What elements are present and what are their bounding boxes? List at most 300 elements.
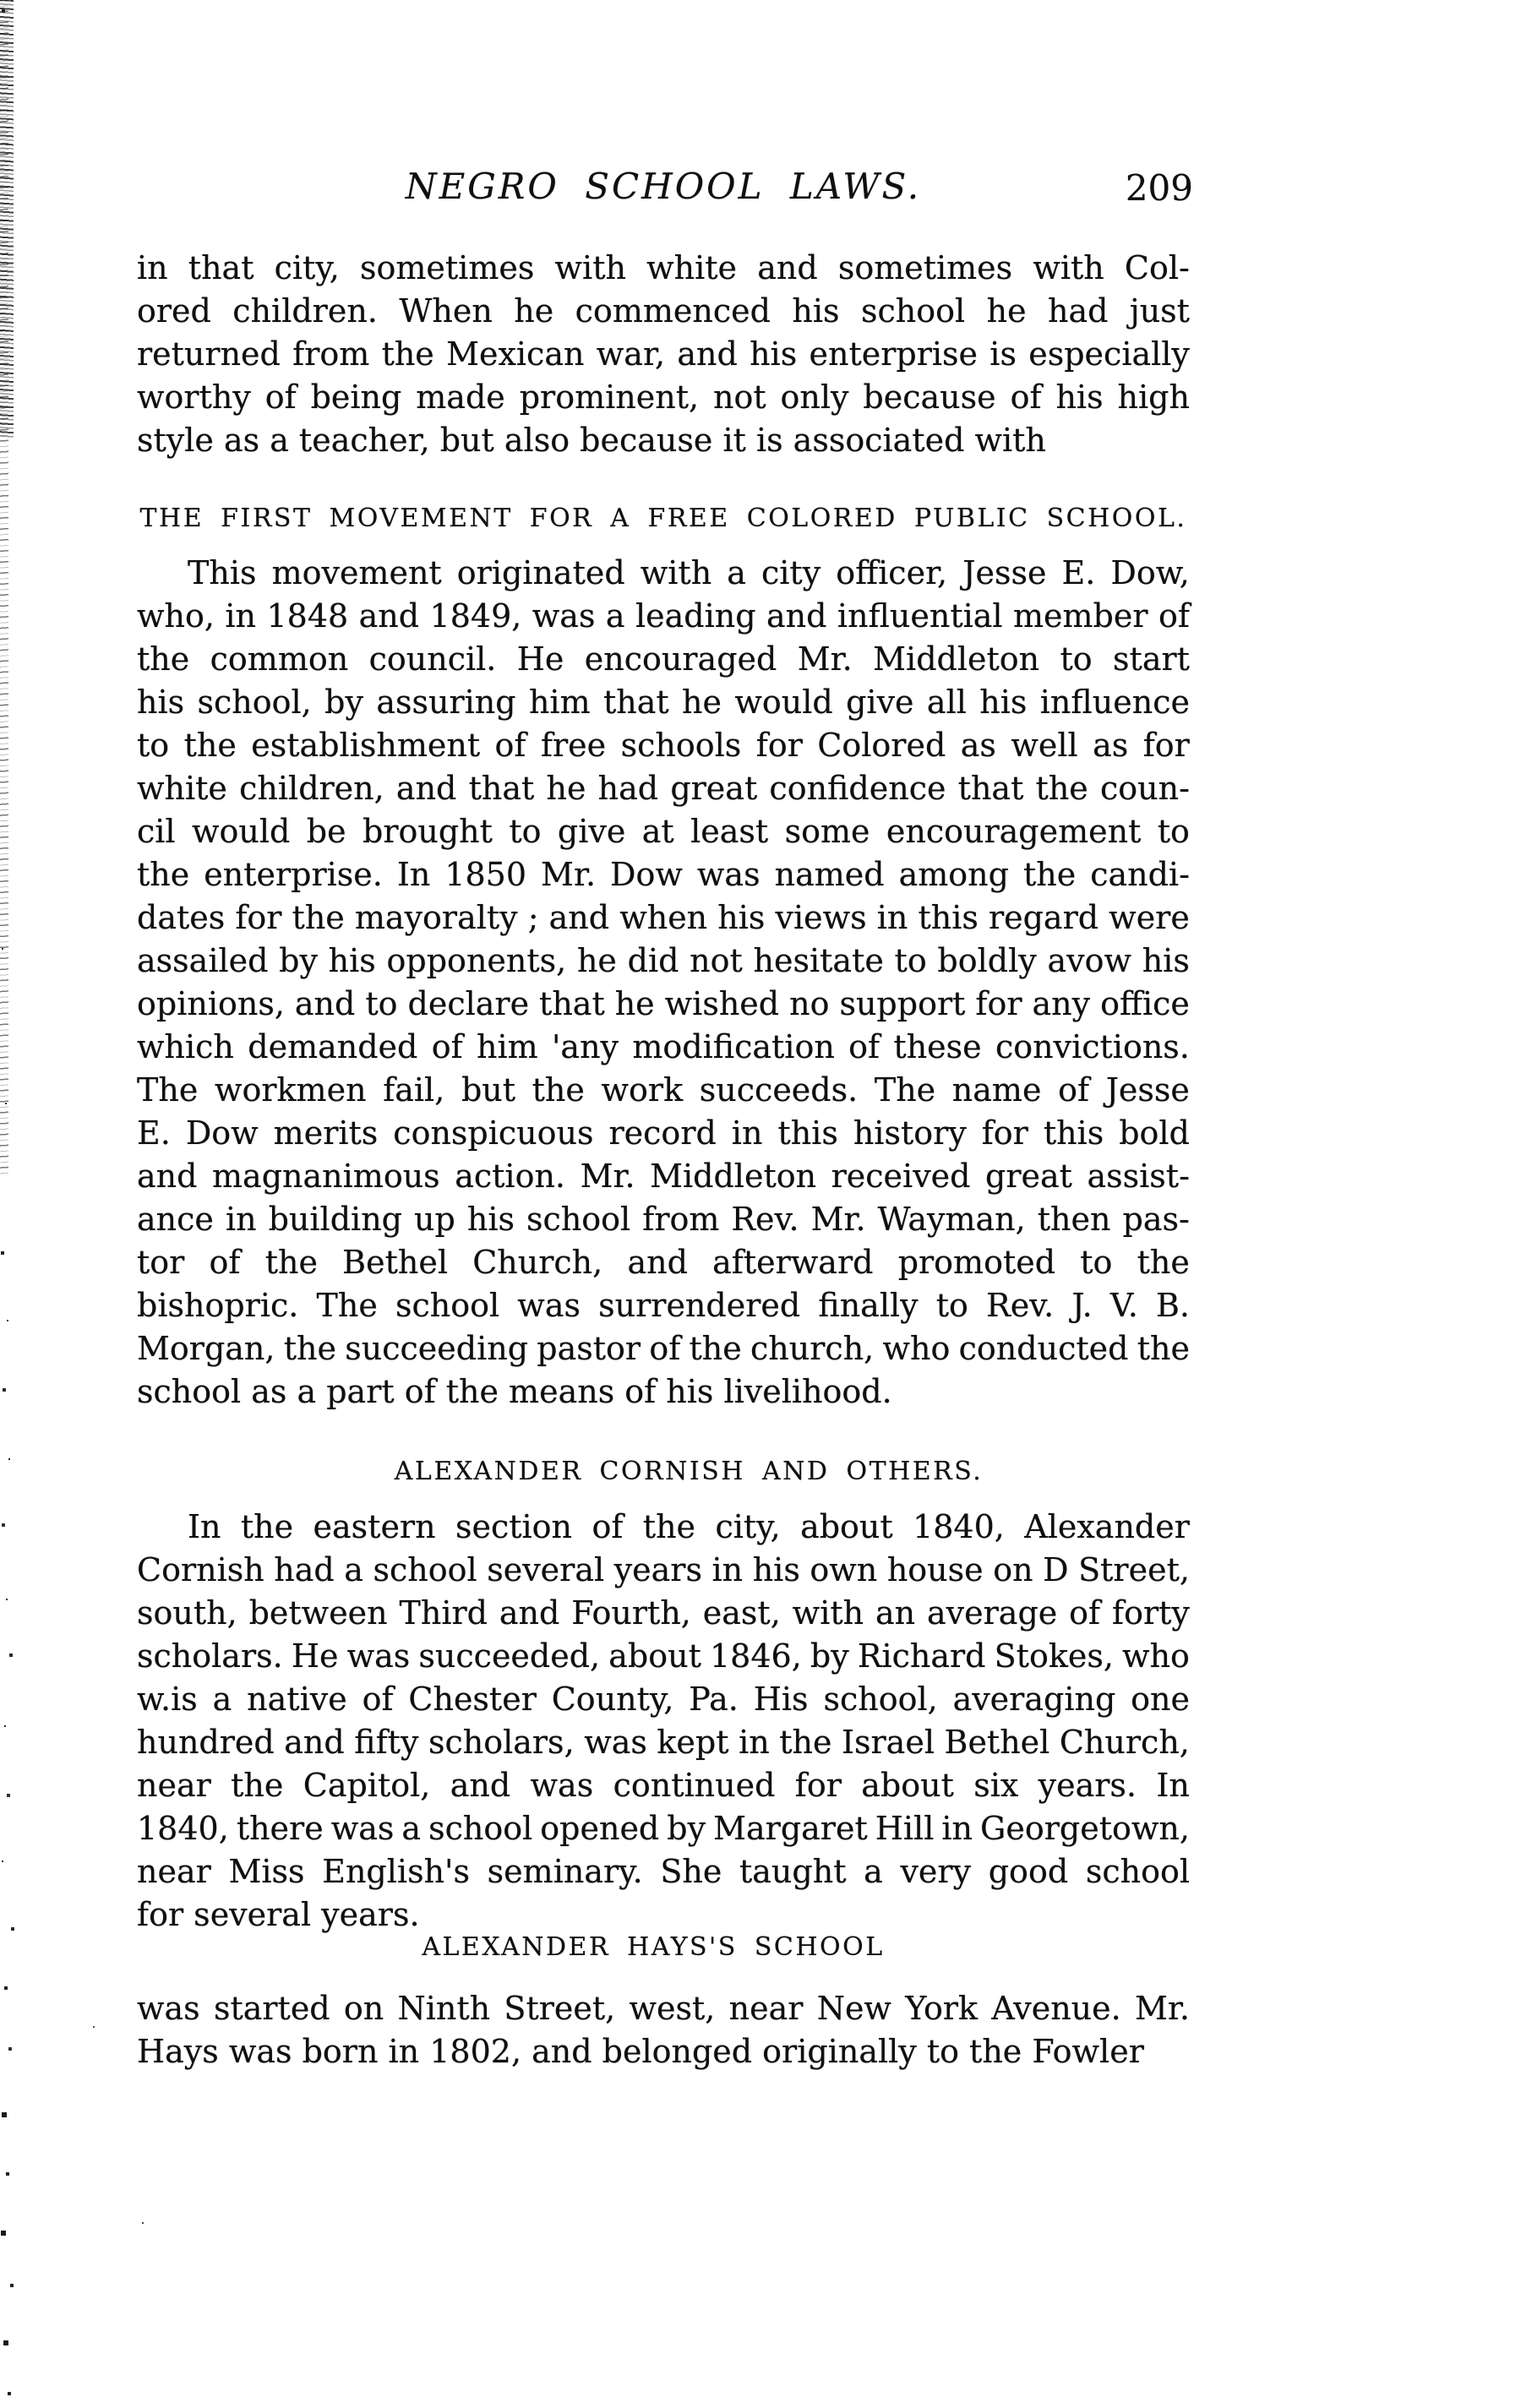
word: school bbox=[373, 1551, 477, 1588]
word: he bbox=[514, 292, 554, 330]
word: opponents, bbox=[386, 942, 567, 979]
word: as bbox=[960, 727, 996, 764]
text-line bbox=[137, 247, 1190, 290]
word: were bbox=[1109, 899, 1190, 936]
word: as bbox=[1093, 727, 1129, 764]
word: continued bbox=[613, 1767, 776, 1804]
word: school, bbox=[823, 1681, 938, 1718]
word: kept bbox=[657, 1724, 729, 1761]
word: J. bbox=[1071, 1287, 1093, 1324]
word: house bbox=[886, 1551, 984, 1588]
text-line bbox=[137, 595, 1190, 638]
word: ance bbox=[137, 1201, 214, 1238]
word: his bbox=[328, 942, 376, 979]
word: this bbox=[777, 1114, 838, 1152]
word: this bbox=[1043, 1114, 1104, 1152]
word: the bbox=[779, 1724, 832, 1761]
word: and bbox=[284, 1724, 345, 1761]
word: great bbox=[985, 1158, 1072, 1195]
word: his bbox=[137, 684, 185, 721]
word: was bbox=[517, 1287, 581, 1324]
text-line bbox=[137, 1506, 1190, 1549]
word: had bbox=[1048, 292, 1109, 330]
word: he bbox=[614, 985, 655, 1022]
word: eastern bbox=[313, 1508, 436, 1545]
word: w.is bbox=[137, 1681, 198, 1718]
word: D bbox=[1043, 1551, 1069, 1588]
word: pastor bbox=[537, 1330, 641, 1367]
word: He bbox=[291, 1637, 339, 1675]
word: for bbox=[981, 1114, 1028, 1152]
word: was bbox=[137, 1990, 200, 2027]
word: Alexander bbox=[1024, 1508, 1190, 1545]
word: 'any bbox=[551, 1028, 619, 1065]
word: Mexican bbox=[446, 335, 585, 373]
word: finally bbox=[818, 1287, 919, 1324]
word: originated bbox=[456, 554, 625, 591]
word: magnanimous bbox=[212, 1158, 440, 1195]
word: who bbox=[1122, 1637, 1190, 1675]
word: Third bbox=[399, 1594, 488, 1632]
word: and bbox=[395, 770, 457, 807]
word: the bbox=[183, 727, 237, 764]
word: to bbox=[365, 985, 398, 1022]
word: near bbox=[728, 1990, 804, 2027]
word: influential bbox=[837, 597, 1003, 635]
word: city, bbox=[715, 1508, 781, 1545]
word: 1846, bbox=[710, 1637, 802, 1675]
word: convictions. bbox=[995, 1028, 1190, 1065]
word: taught bbox=[739, 1853, 847, 1890]
word: some bbox=[784, 813, 870, 850]
word: city, bbox=[274, 249, 340, 286]
text-line bbox=[137, 1850, 1190, 1893]
word: schools bbox=[620, 727, 742, 764]
word: to bbox=[1060, 640, 1093, 678]
word: views bbox=[775, 899, 867, 936]
word: his bbox=[717, 899, 766, 936]
word: Rev. bbox=[731, 1201, 799, 1238]
word: one bbox=[1131, 1681, 1190, 1718]
word: Cornish bbox=[137, 1551, 264, 1588]
word: on bbox=[343, 1990, 384, 2027]
word: would bbox=[192, 813, 291, 850]
word: of bbox=[209, 1244, 241, 1281]
word: scholars, bbox=[428, 1724, 575, 1761]
word: Richard bbox=[857, 1637, 986, 1675]
word: was bbox=[696, 856, 760, 893]
word: council. bbox=[368, 640, 497, 678]
word: B. bbox=[1155, 1287, 1190, 1324]
word: member bbox=[1013, 597, 1148, 635]
word: hesitate bbox=[753, 942, 884, 979]
word: officer, bbox=[836, 554, 948, 591]
word: average bbox=[927, 1594, 1058, 1632]
word: by bbox=[667, 1810, 706, 1847]
paragraph bbox=[137, 1987, 1190, 2073]
word: sometimes bbox=[360, 249, 535, 286]
word: only bbox=[780, 379, 849, 416]
word: to bbox=[509, 813, 542, 850]
word: common bbox=[210, 640, 349, 678]
word: Jesse bbox=[962, 554, 1047, 591]
word: record bbox=[608, 1114, 717, 1152]
word: very bbox=[900, 1853, 972, 1890]
word: the bbox=[689, 1330, 742, 1367]
word: start bbox=[1113, 640, 1190, 678]
word: section bbox=[455, 1508, 573, 1545]
word: regard bbox=[988, 899, 1099, 936]
word: children, bbox=[239, 770, 384, 807]
word: just bbox=[1129, 292, 1190, 330]
word: give bbox=[557, 813, 626, 850]
word: for bbox=[235, 899, 282, 936]
word: 1849, bbox=[429, 597, 522, 635]
running-header bbox=[137, 166, 1193, 210]
word: in bbox=[941, 1810, 973, 1847]
word: avow bbox=[1047, 942, 1131, 979]
word: his bbox=[466, 1201, 515, 1238]
word: of bbox=[494, 727, 526, 764]
word: declare bbox=[407, 985, 530, 1022]
word: by bbox=[279, 942, 318, 979]
word: boldly bbox=[937, 942, 1037, 979]
word: English's bbox=[322, 1853, 470, 1890]
word: was bbox=[530, 1767, 594, 1804]
text-line bbox=[137, 333, 1190, 376]
text-line bbox=[137, 1807, 1190, 1850]
word: he bbox=[576, 942, 617, 979]
word: and bbox=[450, 1767, 511, 1804]
word: especially bbox=[1028, 335, 1190, 373]
word: name bbox=[951, 1071, 1042, 1109]
word: fail, bbox=[383, 1071, 445, 1109]
text-line bbox=[137, 552, 1190, 595]
word: an bbox=[875, 1594, 916, 1632]
text-line bbox=[137, 1155, 1190, 1198]
word: for bbox=[794, 1767, 842, 1804]
word: his bbox=[1055, 379, 1104, 416]
word: give bbox=[846, 684, 914, 721]
word: Pa. bbox=[689, 1681, 739, 1718]
word: not bbox=[712, 379, 766, 416]
section-heading: ALEXANDER CORNISH AND OTHERS. bbox=[394, 1457, 984, 1486]
word: in bbox=[876, 899, 908, 936]
word: a bbox=[212, 1681, 232, 1718]
text-line bbox=[137, 940, 1190, 983]
word: action. bbox=[455, 1158, 566, 1195]
word: he bbox=[682, 684, 722, 721]
word: Fourth, bbox=[571, 1594, 691, 1632]
word: that bbox=[468, 770, 535, 807]
word: native bbox=[247, 1681, 347, 1718]
text-line bbox=[137, 1112, 1190, 1155]
text-line bbox=[137, 681, 1190, 724]
word: office bbox=[1100, 985, 1190, 1022]
word: the bbox=[642, 1508, 696, 1545]
word: in bbox=[711, 1551, 744, 1588]
word: In bbox=[396, 856, 431, 893]
word: by bbox=[810, 1637, 849, 1675]
word: great bbox=[670, 770, 758, 807]
word: from bbox=[642, 1201, 720, 1238]
word: started bbox=[213, 1990, 330, 2027]
word: no bbox=[789, 985, 830, 1022]
word: brought bbox=[363, 813, 493, 850]
word: because bbox=[863, 379, 996, 416]
word: opinions, bbox=[137, 985, 285, 1022]
word: in bbox=[731, 1114, 763, 1152]
word: conducted bbox=[958, 1330, 1129, 1367]
word: years bbox=[613, 1551, 702, 1588]
word: white bbox=[646, 249, 738, 286]
word: his bbox=[752, 1551, 800, 1588]
word: mayoralty bbox=[354, 899, 518, 936]
word: pas- bbox=[1122, 1201, 1190, 1238]
word: school bbox=[428, 1810, 533, 1847]
word: forty bbox=[1112, 1594, 1190, 1632]
word: named bbox=[774, 856, 885, 893]
text-line: school as a part of the means of his livelihood. bbox=[137, 1373, 892, 1410]
word: on bbox=[993, 1551, 1033, 1588]
word: The bbox=[137, 1071, 199, 1109]
word: school bbox=[395, 1287, 500, 1324]
word: establishment bbox=[251, 727, 481, 764]
word: near bbox=[137, 1853, 211, 1890]
word: at bbox=[641, 813, 674, 850]
word: from bbox=[292, 335, 370, 373]
word: well bbox=[1011, 727, 1078, 764]
word: any bbox=[1032, 985, 1091, 1022]
word: assist- bbox=[1087, 1158, 1190, 1195]
word: Israel bbox=[842, 1724, 935, 1761]
word: assuring bbox=[376, 684, 516, 721]
running-header-title: NEGRO SCHOOL LAWS. bbox=[405, 166, 922, 207]
word: Mr. bbox=[580, 1158, 635, 1195]
word: his bbox=[792, 292, 840, 330]
word: there bbox=[236, 1810, 324, 1847]
word: When bbox=[399, 292, 493, 330]
word: school bbox=[1085, 1853, 1190, 1890]
word: about bbox=[861, 1767, 954, 1804]
word: the bbox=[381, 335, 434, 373]
word: Georgetown, bbox=[980, 1810, 1190, 1847]
word: of bbox=[1158, 597, 1190, 635]
word: Hill bbox=[875, 1810, 935, 1847]
word: Ninth bbox=[397, 1990, 491, 2027]
word: near bbox=[137, 1767, 211, 1804]
word: to bbox=[935, 1287, 968, 1324]
word: of bbox=[848, 1028, 880, 1065]
section-heading: ALEXANDER HAYS'S SCHOOL bbox=[422, 1932, 885, 1962]
word: to bbox=[137, 727, 170, 764]
word: of bbox=[1010, 379, 1042, 416]
text-line bbox=[137, 1549, 1190, 1592]
word: Street, bbox=[504, 1990, 616, 2027]
word: him bbox=[476, 1028, 538, 1065]
word: Mr. bbox=[810, 1201, 866, 1238]
word: did bbox=[627, 942, 679, 979]
word: and bbox=[766, 597, 827, 635]
word: modification bbox=[632, 1028, 835, 1065]
word: made bbox=[416, 379, 505, 416]
word: assailed bbox=[137, 942, 269, 979]
word: cil bbox=[137, 813, 176, 850]
word: of bbox=[431, 1028, 463, 1065]
word: succeeding bbox=[345, 1330, 529, 1367]
word: for bbox=[755, 727, 803, 764]
word: with bbox=[792, 1594, 864, 1632]
word: about bbox=[800, 1508, 893, 1545]
word: when bbox=[619, 899, 708, 936]
word: Bethel bbox=[342, 1244, 448, 1281]
word: south, bbox=[137, 1594, 237, 1632]
word: his bbox=[750, 335, 798, 373]
word: several bbox=[487, 1551, 605, 1588]
word: the bbox=[137, 640, 190, 678]
word: but bbox=[461, 1071, 516, 1109]
word: a bbox=[605, 597, 625, 635]
text-line bbox=[137, 1327, 1190, 1370]
word: Dow bbox=[610, 856, 683, 893]
word: that bbox=[539, 985, 605, 1022]
word: The bbox=[316, 1287, 378, 1324]
word: the bbox=[1022, 856, 1077, 893]
word: the bbox=[1137, 1330, 1190, 1367]
word: Dow bbox=[185, 1114, 259, 1152]
word: conspicuous bbox=[393, 1114, 594, 1152]
word: Church, bbox=[472, 1244, 603, 1281]
word: demanded bbox=[248, 1028, 418, 1065]
word: for bbox=[975, 985, 1022, 1022]
word: a bbox=[344, 1551, 363, 1588]
word: and bbox=[294, 985, 356, 1022]
word: received bbox=[831, 1158, 971, 1195]
word: of bbox=[1069, 1594, 1101, 1632]
paragraph bbox=[137, 247, 1190, 462]
word: own bbox=[810, 1551, 878, 1588]
word: history bbox=[853, 1114, 967, 1152]
word: six bbox=[973, 1767, 1019, 1804]
word: Colored bbox=[817, 727, 946, 764]
word: and bbox=[627, 1244, 688, 1281]
word: He bbox=[516, 640, 564, 678]
word: among bbox=[898, 856, 1009, 893]
word: a bbox=[401, 1810, 422, 1847]
word: war, bbox=[596, 335, 666, 373]
word: to bbox=[1157, 813, 1190, 850]
word: church, bbox=[750, 1330, 875, 1367]
word: Street, bbox=[1078, 1551, 1190, 1588]
word: in bbox=[137, 249, 168, 286]
word: movement bbox=[271, 554, 442, 591]
word: Morgan, bbox=[137, 1330, 275, 1367]
text-line bbox=[137, 1721, 1190, 1764]
word: His bbox=[753, 1681, 809, 1718]
word: and bbox=[677, 335, 738, 373]
word: E. bbox=[137, 1114, 171, 1152]
text-line bbox=[137, 1069, 1190, 1112]
word: confidence bbox=[769, 770, 946, 807]
scan-speck-artifacts bbox=[0, 0, 2, 2]
word: encouragement bbox=[886, 813, 1142, 850]
word: the bbox=[264, 1244, 318, 1281]
word: had bbox=[597, 770, 659, 807]
word: Col- bbox=[1124, 249, 1190, 286]
word: Mr. bbox=[541, 856, 597, 893]
word: the bbox=[137, 856, 190, 893]
word: ; bbox=[527, 899, 539, 936]
text-line bbox=[137, 1678, 1190, 1721]
word: high bbox=[1117, 379, 1190, 416]
text-line bbox=[137, 1026, 1190, 1069]
word: the bbox=[231, 1767, 284, 1804]
word: was bbox=[346, 1637, 411, 1675]
word: with bbox=[554, 249, 626, 286]
word: Middleton bbox=[873, 640, 1040, 678]
word: Jesse bbox=[1105, 1071, 1190, 1109]
word: the bbox=[292, 899, 345, 936]
word: The bbox=[874, 1071, 936, 1109]
word: and bbox=[757, 249, 818, 286]
word: of bbox=[264, 379, 297, 416]
text-line bbox=[137, 1764, 1190, 1807]
word: city bbox=[761, 554, 821, 591]
word: enterprise bbox=[809, 335, 979, 373]
word: with bbox=[640, 554, 712, 591]
text-line bbox=[137, 810, 1190, 853]
word: Avenue. bbox=[991, 1990, 1121, 2027]
word: worthy bbox=[137, 379, 251, 416]
word: school bbox=[860, 292, 966, 330]
word: Margaret bbox=[713, 1810, 868, 1847]
word: that bbox=[957, 770, 1024, 807]
word: scholars. bbox=[137, 1637, 283, 1675]
word: who bbox=[882, 1330, 951, 1367]
word: promoted bbox=[897, 1244, 1056, 1281]
word: the bbox=[1035, 770, 1088, 807]
word: free bbox=[540, 727, 607, 764]
word: work bbox=[601, 1071, 684, 1109]
word: leading bbox=[635, 597, 756, 635]
word: of bbox=[592, 1508, 624, 1545]
word: In bbox=[1156, 1767, 1190, 1804]
word: encouraged bbox=[584, 640, 777, 678]
word: support bbox=[839, 985, 966, 1022]
word: 1840, bbox=[137, 1810, 229, 1847]
word: of bbox=[1058, 1071, 1090, 1109]
word: in bbox=[225, 597, 257, 635]
word: of bbox=[362, 1681, 394, 1718]
word: Dow, bbox=[1110, 554, 1190, 591]
word: seminary. bbox=[487, 1853, 643, 1890]
word: This bbox=[188, 554, 257, 591]
text-line bbox=[137, 290, 1190, 333]
word: hundred bbox=[137, 1724, 275, 1761]
word: opened bbox=[540, 1810, 660, 1847]
word: his bbox=[1142, 942, 1190, 979]
word: up bbox=[414, 1201, 455, 1238]
word: fifty bbox=[354, 1724, 419, 1761]
word: with bbox=[1033, 249, 1104, 286]
word: to bbox=[894, 942, 927, 979]
word: all bbox=[926, 684, 967, 721]
word: the bbox=[240, 1508, 294, 1545]
text-line bbox=[137, 1284, 1190, 1327]
word: dates bbox=[137, 899, 226, 936]
word: Church, bbox=[1059, 1724, 1190, 1761]
word: in bbox=[739, 1724, 770, 1761]
